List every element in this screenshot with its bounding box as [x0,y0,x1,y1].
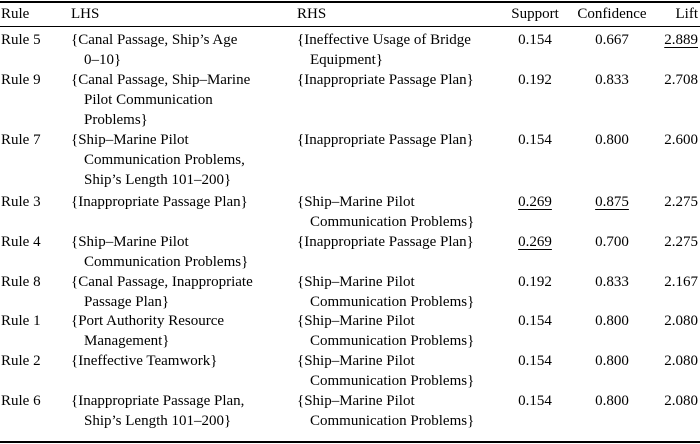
support-value: 0.192 [518,72,552,88]
lhs-line: Ship’s Length 101–200} [84,413,232,429]
rule-id: Rule 7 [1,132,41,148]
header-rhs: RHS [297,6,327,22]
lhs-line: {Inappropriate Passage Plan} [71,194,248,210]
confidence-value: 0.800 [595,132,629,148]
lift-value: 2.275 [664,194,698,210]
rule-id: Rule 2 [1,353,41,369]
lift-value: 2.080 [664,353,698,369]
lhs-line: {Canal Passage, Inappropriate [71,274,253,290]
support-value: 0.269 [518,194,552,210]
lhs-line: {Ineffective Teamwork} [71,353,218,369]
confidence-value: 0.833 [595,274,629,290]
confidence-value: 0.667 [595,32,629,48]
rhs-line: {Ship–Marine Pilot [297,313,415,329]
rhs-line: {Ship–Marine Pilot [297,393,415,409]
lift-value: 2.889 [664,32,698,48]
rhs-line: Communication Problems} [310,294,475,310]
confidence-value: 0.800 [595,353,629,369]
rule-id: Rule 3 [1,194,41,210]
lhs-line: {Canal Passage, Ship’s Age [71,32,238,48]
rhs-line: {Ship–Marine Pilot [297,274,415,290]
lift-value: 2.080 [664,313,698,329]
lhs-line: {Ship–Marine Pilot [71,234,189,250]
support-value: 0.154 [518,32,552,48]
rhs-line: {Ineffective Usage of Bridge [297,32,471,48]
lhs-line: {Port Authority Resource [71,313,225,329]
support-value: 0.154 [518,132,552,148]
confidence-value: 0.800 [595,313,629,329]
lhs-line: Problems} [84,112,148,128]
confidence-value: 0.833 [595,72,629,88]
lhs-line: Ship’s Length 101–200} [84,172,232,188]
rule-id: Rule 4 [1,234,41,250]
rule-id: Rule 9 [1,72,41,88]
lhs-line: Pilot Communication [84,92,213,108]
rhs-line: Equipment} [310,52,384,68]
rhs-line: {Inappropriate Passage Plan} [297,234,474,250]
lhs-line: Passage Plan} [84,294,170,310]
rhs-line: {Ship–Marine Pilot [297,194,415,210]
support-value: 0.154 [518,393,552,409]
lift-value: 2.080 [664,393,698,409]
header-lhs: LHS [71,6,100,22]
lift-value: 2.708 [664,72,698,88]
rule-id: Rule 5 [1,32,41,48]
confidence-value: 0.700 [595,234,629,250]
table-top-rule [0,1,700,3]
rhs-line: Communication Problems} [310,333,475,349]
header-confidence: Confidence [577,6,647,22]
support-value: 0.154 [518,313,552,329]
table-bottom-rule [0,441,700,443]
lhs-line: {Canal Passage, Ship–Marine [71,72,251,88]
lift-value: 2.167 [664,274,698,290]
support-value: 0.154 [518,353,552,369]
rule-id: Rule 8 [1,274,41,290]
lift-value: 2.600 [664,132,698,148]
lhs-line: Communication Problems} [84,254,249,270]
rhs-line: Communication Problems} [310,214,475,230]
lhs-line: Communication Problems, [84,152,245,168]
header-lift: Lift [675,6,698,22]
table-header-rule [0,26,700,27]
lhs-line: {Inappropriate Passage Plan, [71,393,245,409]
support-value: 0.269 [518,234,552,250]
rule-id: Rule 1 [1,313,41,329]
lhs-line: 0–10} [84,52,122,68]
header-rule: Rule [1,6,30,22]
rhs-line: Communication Problems} [310,373,475,389]
confidence-value: 0.875 [595,194,629,210]
lhs-line: {Ship–Marine Pilot [71,132,189,148]
support-value: 0.192 [518,274,552,290]
header-support: Support [511,6,559,22]
rhs-line: Communication Problems} [310,413,475,429]
rhs-line: {Ship–Marine Pilot [297,353,415,369]
rule-id: Rule 6 [1,393,41,409]
confidence-value: 0.800 [595,393,629,409]
rhs-line: {Inappropriate Passage Plan} [297,132,474,148]
lift-value: 2.275 [664,234,698,250]
lhs-line: Management} [84,333,170,349]
rhs-line: {Inappropriate Passage Plan} [297,72,474,88]
